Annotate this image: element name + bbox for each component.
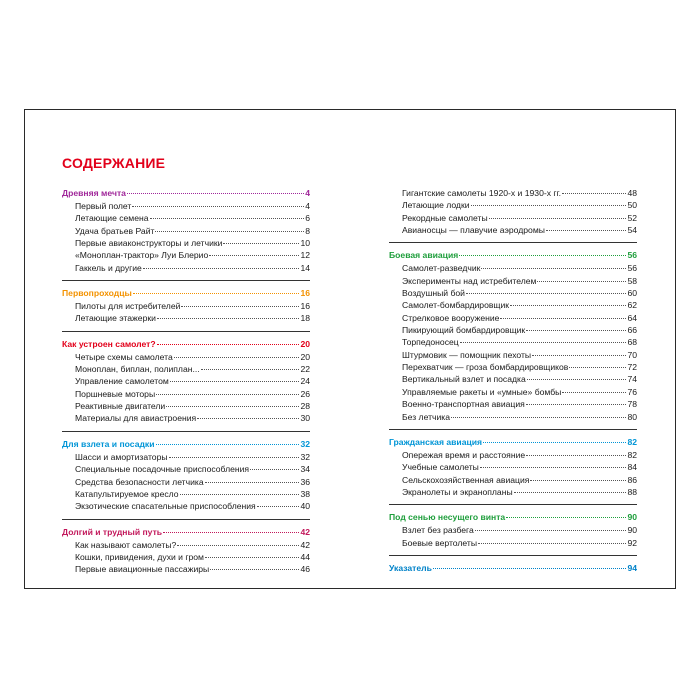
section-divider xyxy=(62,331,310,332)
page-number: 6 xyxy=(305,213,310,224)
toc-entry-label: Военно-транспортная авиация xyxy=(402,399,525,410)
toc-entry-label: Кошки, привидения, духи и гром xyxy=(75,551,204,562)
toc-entry[interactable] xyxy=(62,451,310,463)
toc-entry[interactable] xyxy=(62,488,310,500)
toc-entry[interactable] xyxy=(389,461,637,473)
toc-heading-label: Долгий и трудный путь xyxy=(62,526,163,537)
toc-heading-label: Древняя мечта xyxy=(62,188,126,198)
dot-leader xyxy=(471,205,627,206)
page-number: 32 xyxy=(300,438,310,449)
section-divider xyxy=(62,280,310,281)
page-number: 42 xyxy=(300,526,310,537)
dot-leader xyxy=(205,557,299,558)
dot-leader xyxy=(475,530,627,531)
toc-section-heading[interactable] xyxy=(62,526,310,539)
page-number: 32 xyxy=(300,451,310,462)
toc-entry[interactable] xyxy=(389,486,637,498)
dot-leader xyxy=(546,230,627,231)
toc-entry-label: Перехватчик — гроза бомбардировщиков xyxy=(402,362,569,373)
toc-entry[interactable] xyxy=(62,476,310,488)
page-number: 90 xyxy=(627,512,637,523)
toc-entry[interactable] xyxy=(389,398,637,410)
toc-entry[interactable] xyxy=(62,563,310,575)
dot-leader xyxy=(480,467,627,468)
page-number: 24 xyxy=(300,376,310,387)
page-number: 78 xyxy=(627,399,637,410)
toc-entry[interactable] xyxy=(389,524,637,536)
dot-leader xyxy=(466,293,626,294)
dot-leader xyxy=(180,494,300,495)
page-number: 30 xyxy=(300,413,310,424)
toc-entry-label: Четыре схемы самолета xyxy=(75,351,173,362)
dot-leader xyxy=(510,305,626,306)
toc-entry-label: Шасси и амортизаторы xyxy=(75,451,168,462)
dot-leader xyxy=(451,417,626,418)
dot-leader xyxy=(143,268,300,269)
toc-entry-label: Гаккель и другие xyxy=(75,262,142,273)
toc-entry-label: Самолет-разведчик xyxy=(402,263,481,274)
toc-entry[interactable] xyxy=(389,199,637,211)
toc-entry[interactable] xyxy=(389,411,637,423)
page-number: 12 xyxy=(300,250,310,261)
toc-entry[interactable] xyxy=(389,212,637,224)
toc-entry[interactable] xyxy=(389,187,637,199)
toc-left-column xyxy=(62,187,310,576)
toc-section-heading[interactable] xyxy=(389,562,637,575)
toc-entry[interactable] xyxy=(389,336,637,348)
dot-leader xyxy=(526,404,627,405)
page-number: 42 xyxy=(300,539,310,550)
toc-entry-label: Штурмовик — помощник пехоты xyxy=(402,349,532,360)
dot-leader xyxy=(170,381,300,382)
dot-leader xyxy=(489,218,627,219)
page-number: 20 xyxy=(300,338,310,349)
dot-leader xyxy=(569,367,626,368)
dot-leader xyxy=(250,469,299,470)
page-number: 40 xyxy=(300,501,310,512)
toc-entry-label: Торпедоносец xyxy=(402,337,459,348)
toc-heading-label: Под сенью несущего винта xyxy=(389,512,506,523)
toc-entry[interactable] xyxy=(62,249,310,261)
toc-entry-label: Эксперименты над истребителем xyxy=(402,275,537,286)
page-number: 52 xyxy=(627,212,637,223)
toc-entry[interactable] xyxy=(389,474,637,486)
page-number: 22 xyxy=(300,364,310,375)
toc-entry-label: Первые авиаконструкторы и летчики xyxy=(75,238,223,249)
dot-leader xyxy=(166,406,299,407)
toc-entry-label: Экранолеты и экранопланы xyxy=(402,486,513,497)
page-number: 4 xyxy=(305,201,310,211)
toc-entry-label: Управление самолетом xyxy=(75,376,169,387)
toc-entry-label: Первый полет xyxy=(75,201,132,211)
toc-entry[interactable] xyxy=(62,200,310,212)
page-number: 66 xyxy=(627,325,637,336)
toc-entry[interactable] xyxy=(389,449,637,461)
page-number: 14 xyxy=(300,262,310,273)
page-number: 64 xyxy=(627,312,637,323)
toc-entry[interactable] xyxy=(389,386,637,398)
toc-heading-label: Боевая авиация xyxy=(389,250,459,261)
dot-leader xyxy=(157,318,300,319)
dot-leader xyxy=(156,444,300,445)
dot-leader xyxy=(500,318,626,319)
dot-leader xyxy=(527,379,627,380)
toc-entry-label: Как называют самолеты? xyxy=(75,539,177,550)
toc-entry-label: Воздушный бой xyxy=(402,288,465,299)
toc-entry-label: Взлет без разбега xyxy=(402,525,474,536)
toc-entry-label: Катапультируемое кресло xyxy=(75,488,179,499)
dot-leader xyxy=(132,206,304,207)
toc-section-heading[interactable] xyxy=(62,287,310,300)
toc-section-heading[interactable] xyxy=(389,511,637,524)
page-number: 56 xyxy=(627,263,637,274)
toc-entry[interactable] xyxy=(389,349,637,361)
page-title: СОДЕРЖАНИЕ xyxy=(62,155,166,171)
page-number: 70 xyxy=(627,349,637,360)
page-number: 18 xyxy=(300,313,310,324)
page-number: 74 xyxy=(627,374,637,385)
toc-entry-label: Пикирующий бомбардировщик xyxy=(402,325,526,336)
page-number: 80 xyxy=(627,411,637,422)
page-number: 58 xyxy=(627,275,637,286)
toc-entry-label: Материалы для авиастроения xyxy=(75,413,197,424)
dot-leader xyxy=(156,394,299,395)
dot-leader xyxy=(181,306,299,307)
toc-entry[interactable] xyxy=(62,262,310,274)
toc-entry-label: Поршневые моторы xyxy=(75,388,156,399)
page-number: 36 xyxy=(300,476,310,487)
toc-entry[interactable] xyxy=(389,262,637,274)
dot-leader xyxy=(530,480,626,481)
toc-entry-label: Летающие этажерки xyxy=(75,313,156,324)
toc-entry-label: Сельскохозяйственная авиация xyxy=(402,474,530,485)
toc-entry[interactable] xyxy=(389,224,637,236)
toc-entry[interactable] xyxy=(389,373,637,385)
toc-entry[interactable] xyxy=(389,312,637,324)
dot-leader xyxy=(537,281,626,282)
page-number: 16 xyxy=(300,301,310,312)
toc-entry-label: Реактивные двигатели xyxy=(75,401,166,412)
dot-leader xyxy=(478,543,626,544)
page-number: 86 xyxy=(627,474,637,485)
page-number: 8 xyxy=(305,225,310,236)
dot-leader xyxy=(526,455,626,456)
toc-entry-label: Первые авиационные пассажиры xyxy=(75,564,210,575)
toc-entry[interactable] xyxy=(62,351,310,363)
dot-leader xyxy=(205,482,300,483)
dot-leader xyxy=(174,357,300,358)
page-number: 56 xyxy=(627,250,637,261)
toc-entry-label: Удача братьев Райт xyxy=(75,225,155,236)
dot-leader xyxy=(223,243,299,244)
toc-entry[interactable] xyxy=(62,375,310,387)
page-number: 90 xyxy=(627,525,637,536)
toc-entry[interactable] xyxy=(62,225,310,237)
toc-entry[interactable] xyxy=(389,324,637,336)
page-number: 82 xyxy=(627,436,637,447)
toc-entry[interactable] xyxy=(389,537,637,549)
toc-entry-label: Самолет-бомбардировщик xyxy=(402,300,510,311)
dot-leader xyxy=(127,193,304,194)
toc-entry[interactable] xyxy=(389,287,637,299)
page-number: 76 xyxy=(627,386,637,397)
toc-entry-label: Летающие лодки xyxy=(402,200,470,211)
toc-section-heading[interactable] xyxy=(389,436,637,449)
toc-entry[interactable] xyxy=(62,237,310,249)
toc-section-heading[interactable] xyxy=(389,249,637,262)
page-number: 84 xyxy=(627,462,637,473)
toc-entry-label: Моноплан, биплан, полиплан... xyxy=(75,364,200,375)
page-number: 38 xyxy=(300,488,310,499)
dot-leader xyxy=(150,218,305,219)
page-number: 34 xyxy=(300,464,310,475)
toc-entry[interactable] xyxy=(62,312,310,324)
toc-entry-label: Пилоты для истребителей xyxy=(75,301,181,312)
dot-leader xyxy=(210,569,299,570)
toc-entry[interactable] xyxy=(62,500,310,512)
dot-leader xyxy=(562,193,626,194)
toc-entry-label: Летающие семена xyxy=(75,213,149,224)
section-divider xyxy=(62,431,310,432)
toc-section-heading[interactable] xyxy=(62,187,310,200)
toc-entry[interactable] xyxy=(62,300,310,312)
toc-entry[interactable] xyxy=(62,463,310,475)
dot-leader xyxy=(163,532,299,533)
page-number: 60 xyxy=(627,288,637,299)
section-divider xyxy=(389,429,637,430)
toc-heading-label: Как устроен самолет? xyxy=(62,338,156,349)
toc-entry[interactable] xyxy=(62,551,310,563)
toc-right-column xyxy=(389,187,637,575)
dot-leader xyxy=(133,293,300,294)
toc-section-heading[interactable] xyxy=(62,438,310,451)
page-number: 44 xyxy=(300,551,310,562)
page-number: 28 xyxy=(300,401,310,412)
section-divider xyxy=(389,504,637,505)
dot-leader xyxy=(506,517,626,518)
dot-leader xyxy=(157,344,300,345)
page-number: 16 xyxy=(300,288,310,299)
dot-leader xyxy=(169,457,300,458)
toc-entry-label: Без летчика xyxy=(402,411,451,422)
page-number: 82 xyxy=(627,449,637,460)
page-number: 72 xyxy=(627,362,637,373)
section-divider xyxy=(389,555,637,556)
dot-leader xyxy=(155,231,304,232)
page-number: 48 xyxy=(627,188,637,198)
toc-heading-label: Указатель xyxy=(389,562,432,573)
page-number: 68 xyxy=(627,337,637,348)
toc-entry[interactable] xyxy=(62,363,310,375)
dot-leader xyxy=(526,330,626,331)
page-number: 10 xyxy=(300,238,310,249)
toc-heading-label: Первопроходцы xyxy=(62,288,132,299)
dot-leader xyxy=(459,255,626,256)
toc-entry[interactable] xyxy=(389,299,637,311)
page-number: 92 xyxy=(627,537,637,548)
dot-leader xyxy=(433,568,627,569)
toc-entry-label: Рекордные самолеты xyxy=(402,212,488,223)
page-number: 62 xyxy=(627,300,637,311)
dot-leader xyxy=(460,342,627,343)
dot-leader xyxy=(532,355,626,356)
toc-entry[interactable] xyxy=(389,275,637,287)
dot-leader xyxy=(562,392,626,393)
section-divider xyxy=(62,519,310,520)
page-number: 88 xyxy=(627,486,637,497)
dot-leader xyxy=(481,268,626,269)
toc-entry[interactable] xyxy=(62,412,310,424)
dot-leader xyxy=(209,255,299,256)
toc-entry[interactable] xyxy=(62,400,310,412)
toc-entry[interactable] xyxy=(62,212,310,224)
dot-leader xyxy=(201,369,300,370)
toc-entry-label: Опережая время и расстояние xyxy=(402,449,526,460)
toc-entry-label: Учебные самолеты xyxy=(402,462,479,473)
toc-entry-label: Стрелковое вооружение xyxy=(402,312,500,323)
toc-entry[interactable] xyxy=(62,539,310,551)
toc-entry-label: «Моноплан-трактор» Луи Блерио xyxy=(75,250,209,261)
dot-leader xyxy=(257,506,300,507)
dot-leader xyxy=(514,492,627,493)
toc-entry-label: Специальные посадочные приспособления xyxy=(75,464,250,475)
toc-entry[interactable] xyxy=(62,388,310,400)
toc-entry-label: Авианосцы — плавучие аэродромы xyxy=(402,225,545,236)
toc-entry-label: Средства безопасности летчика xyxy=(75,476,204,487)
page-number: 46 xyxy=(300,564,310,575)
page-number: 20 xyxy=(300,351,310,362)
dot-leader xyxy=(177,545,299,546)
toc-heading-label: Для взлета и посадки xyxy=(62,438,155,449)
toc-entry-label: Гигантские самолеты 1920-х и 1930-х гг. xyxy=(402,188,562,198)
toc-entry-label: Боевые вертолеты xyxy=(402,537,477,548)
section-divider xyxy=(389,242,637,243)
page-number: 94 xyxy=(627,562,637,573)
page-number: 4 xyxy=(305,188,310,198)
dot-leader xyxy=(197,418,299,419)
page-number: 54 xyxy=(627,225,637,236)
toc-entry-label: Экзотические спасательные приспособления xyxy=(75,501,256,512)
toc-entry-label: Вертикальный взлет и посадка xyxy=(402,374,526,385)
page-number: 26 xyxy=(300,388,310,399)
toc-heading-label: Гражданская авиация xyxy=(389,436,483,447)
toc-entry[interactable] xyxy=(389,361,637,373)
page-number: 50 xyxy=(627,200,637,211)
toc-entry-label: Управляемые ракеты и «умные» бомбы xyxy=(402,386,562,397)
dot-leader xyxy=(483,442,626,443)
toc-section-heading[interactable] xyxy=(62,338,310,351)
